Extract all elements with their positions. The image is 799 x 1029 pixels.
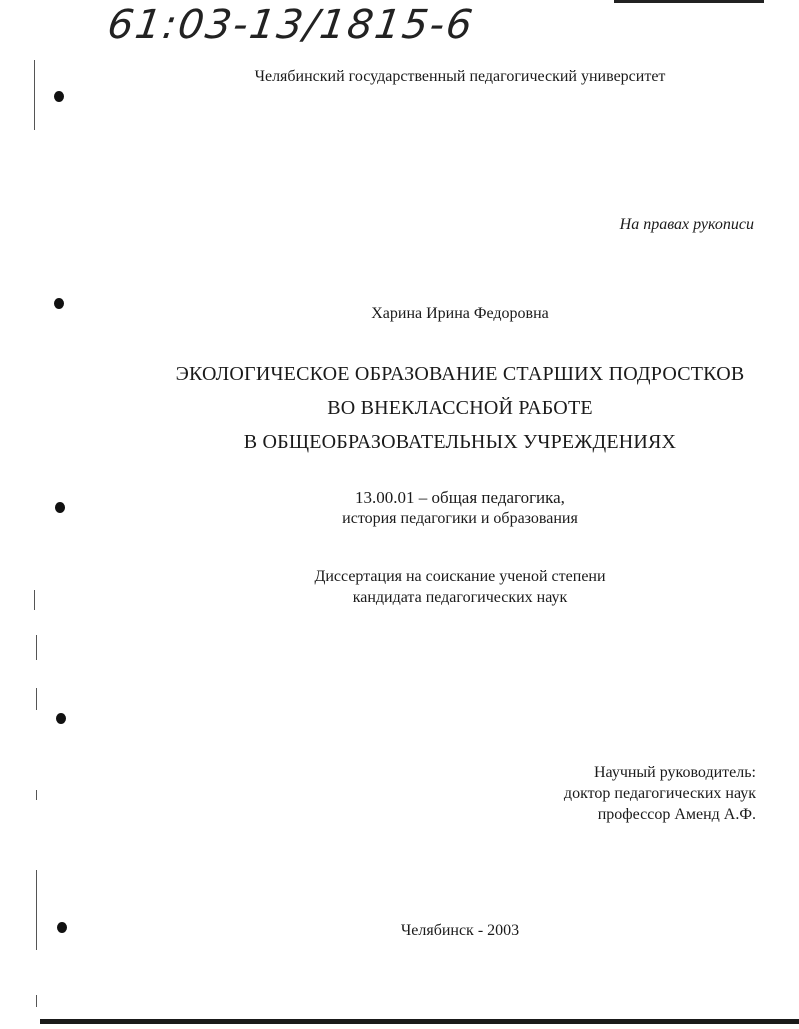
manuscript-note: На правах рукописи bbox=[619, 216, 754, 233]
punch-hole-mark bbox=[57, 922, 67, 933]
margin-line bbox=[34, 590, 35, 610]
punch-hole-mark bbox=[55, 502, 65, 513]
margin-line bbox=[36, 995, 37, 1007]
margin-line bbox=[36, 870, 37, 950]
title-line-3: В ОБЩЕОБРАЗОВАТЕЛЬНЫХ УЧРЕЖДЕНИЯХ bbox=[243, 431, 677, 453]
university-name: Челябинский государственный педагогический университет bbox=[254, 68, 666, 85]
handwritten-catalog-number: 61:03-13/1815-6 bbox=[104, 2, 477, 48]
margin-line bbox=[36, 688, 37, 710]
top-edge-rule bbox=[614, 0, 764, 3]
specialty-name: история педагогики и образования bbox=[342, 510, 578, 527]
specialty-code: 13.00.01 – общая педагогика, bbox=[355, 488, 565, 507]
margin-line bbox=[36, 790, 37, 800]
punch-hole-mark bbox=[54, 91, 64, 102]
margin-line bbox=[34, 60, 35, 130]
dissertation-degree-line-2: кандидата педагогических наук bbox=[352, 589, 568, 606]
supervisor-name: профессор Аменд А.Ф. bbox=[597, 806, 756, 823]
bottom-edge-rule bbox=[40, 1019, 799, 1024]
punch-hole-mark bbox=[54, 298, 64, 309]
city-year: Челябинск - 2003 bbox=[400, 922, 520, 939]
author-name: Харина Ирина Федоровна bbox=[371, 305, 549, 322]
dissertation-degree-line-1: Диссертация на соискание ученой степени bbox=[314, 568, 606, 585]
title-line-2: ВО ВНЕКЛАССНОЙ РАБОТЕ bbox=[327, 397, 593, 419]
title-line-1: ЭКОЛОГИЧЕСКОЕ ОБРАЗОВАНИЕ СТАРШИХ ПОДРОСТКОВ bbox=[175, 363, 745, 385]
supervisor-label: Научный руководитель: bbox=[593, 764, 756, 781]
supervisor-degree: доктор педагогических наук bbox=[563, 785, 756, 802]
punch-hole-mark bbox=[56, 713, 66, 724]
margin-line bbox=[36, 635, 37, 660]
